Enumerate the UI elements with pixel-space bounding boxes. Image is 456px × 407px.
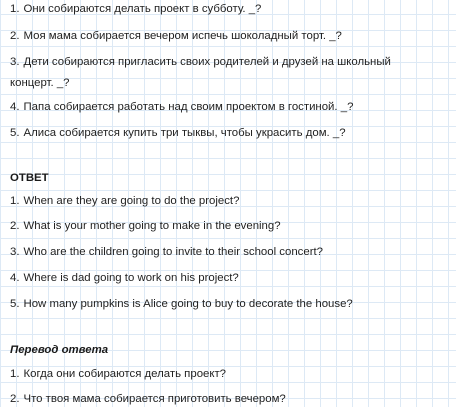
question-number: 3. bbox=[10, 56, 20, 68]
question-3-continuation bbox=[10, 75, 70, 91]
answer-text: Who are the children going to invite to their school concert? bbox=[23, 246, 323, 258]
answer-1 bbox=[10, 193, 239, 209]
answer-4 bbox=[10, 270, 239, 286]
answer-number: 2. bbox=[10, 220, 20, 232]
question-3 bbox=[10, 54, 391, 70]
question-2 bbox=[10, 28, 342, 44]
answer-text: Where is dad going to work on his project? bbox=[23, 272, 239, 284]
question-text: Они собираются делать проект в субботу. _? bbox=[23, 3, 262, 15]
translation-text: Что твоя мама собирается приготовить вечером? bbox=[23, 393, 286, 405]
question-number: 1. bbox=[10, 3, 20, 15]
question-text-continuation: концерт. _? bbox=[10, 77, 70, 89]
translation-text: Когда они собираются делать проект? bbox=[23, 368, 227, 380]
question-text: Дети собираются пригласить своих родителей и друзей на школьный bbox=[23, 56, 391, 68]
question-4 bbox=[10, 99, 353, 115]
answer-text: When are they are going to do the project? bbox=[23, 195, 240, 207]
question-text: Моя мама собирается вечером испечь шоколадный торт. _? bbox=[23, 30, 342, 42]
question-number: 2. bbox=[10, 30, 20, 42]
question-1 bbox=[10, 1, 261, 17]
question-number: 5. bbox=[10, 127, 20, 139]
answer-text: How many pumpkins is Alice going to buy to decorate the house? bbox=[23, 298, 353, 310]
answer-number: 3. bbox=[10, 246, 20, 258]
answer-number: 1. bbox=[10, 195, 20, 207]
question-text: Алиса собирается купить три тыквы, чтобы украсить дом. _? bbox=[23, 127, 346, 139]
answer-2 bbox=[10, 218, 281, 234]
translation-2 bbox=[10, 391, 286, 407]
translation-1 bbox=[10, 366, 226, 382]
translation-heading: Перевод ответа bbox=[10, 344, 109, 356]
translation-number: 1. bbox=[10, 368, 20, 380]
question-5 bbox=[10, 125, 346, 141]
answer-text: What is your mother going to make in the evening? bbox=[23, 220, 281, 232]
question-number: 4. bbox=[10, 101, 20, 113]
answer-5 bbox=[10, 296, 353, 312]
answer-heading: ОТВЕТ bbox=[10, 172, 49, 184]
answer-number: 4. bbox=[10, 272, 20, 284]
translation-number: 2. bbox=[10, 393, 20, 405]
question-text: Папа собирается работать над своим проектом в гостиной. _? bbox=[23, 101, 354, 113]
answer-3 bbox=[10, 244, 323, 260]
answer-number: 5. bbox=[10, 298, 20, 310]
